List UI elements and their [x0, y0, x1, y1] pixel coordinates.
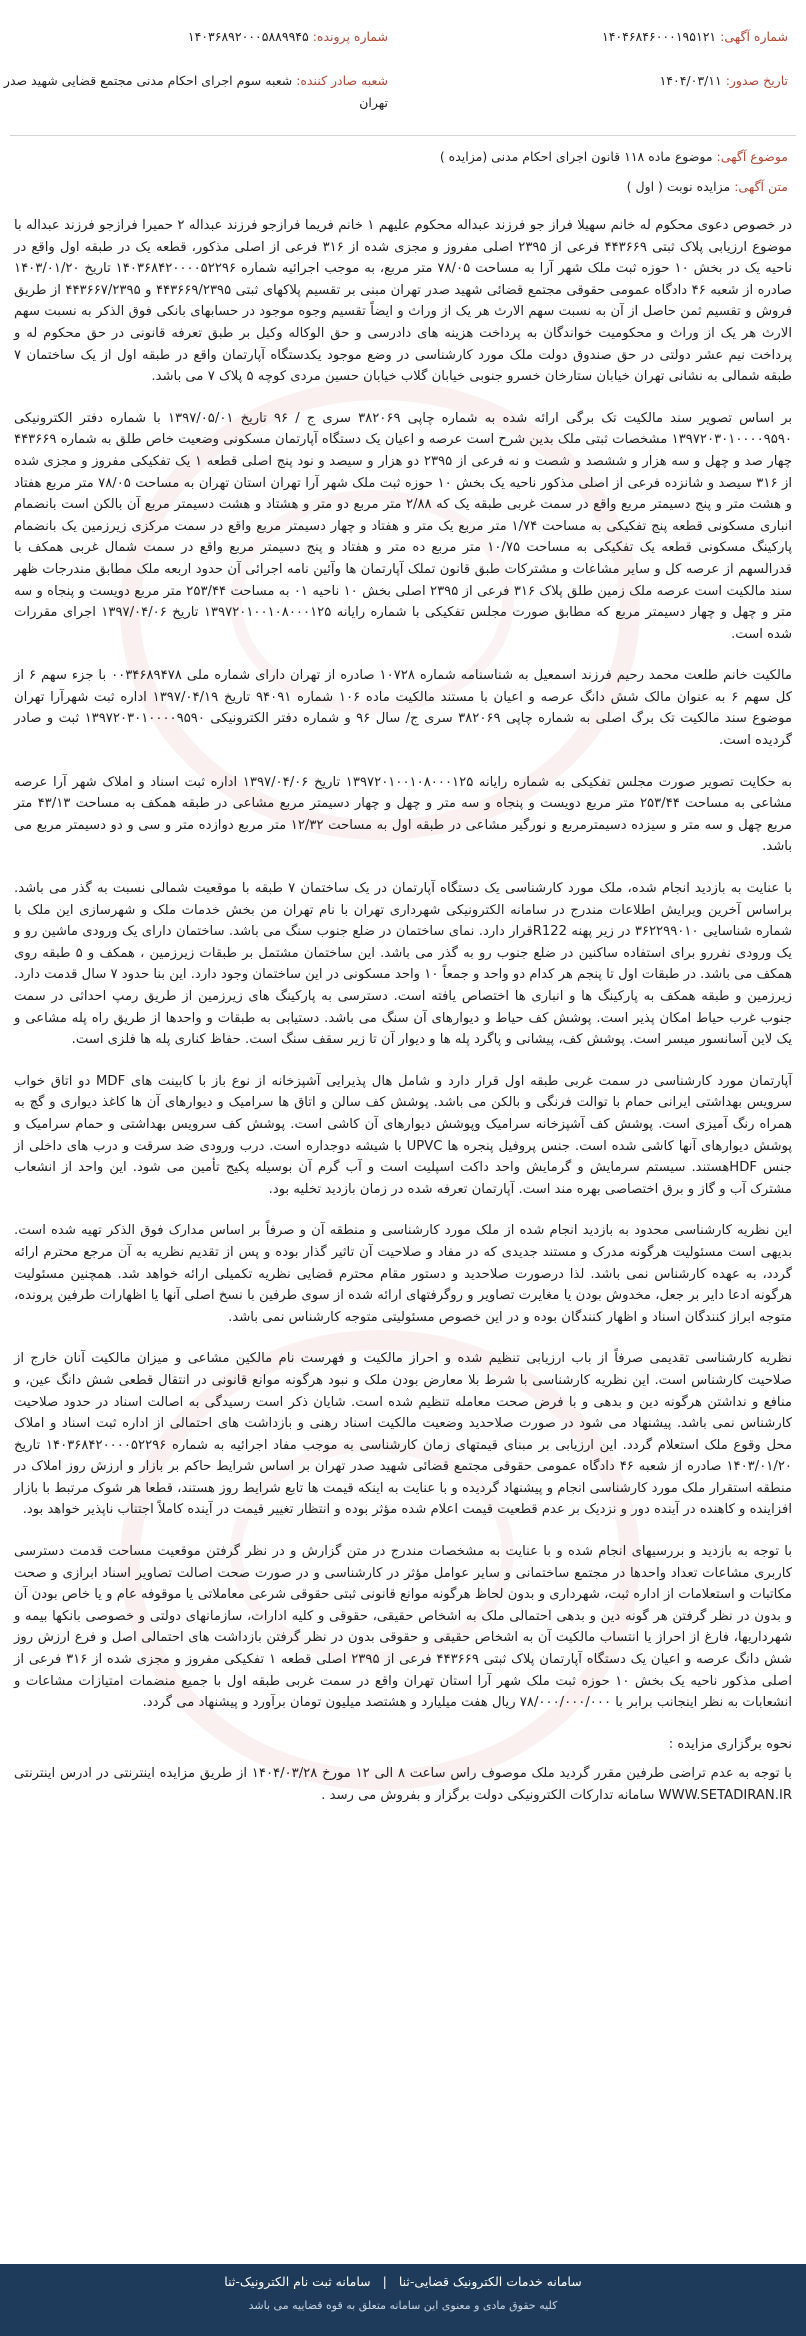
paragraph-subdivision: به حکایت تصویر صورت مجلس تفکیکی به شماره رایانه ۱۳۹۷۲۰۱۰۰۱۰۸۰۰۰۱۲۵ تاریخ ۱۳۹۷/۰۴/۰۶ اداره ثبت اسناد و املاک شهر آرا عرصه مشاعی به مساحت ۲۵۳/۴۴ متر مربع دویست و پنجاه و سه متر و چهل و چهار دسیمتر مربع مشاعی در طبقه همکف به مساحت ۴۳/۱۳ متر مربع چهل و سه متر و سیزده دسیمترمربع و نورگیر مشاعی در طبقه اول به مساحت ۱۲/۳۲ متر مربع دوازده متر و سی و دو دسیمتر مربع می باشد. [14, 774, 793, 855]
case-number-label: شماره پرونده: [312, 29, 388, 44]
paragraph-building-description: با عنایت به بازدید انجام شده، ملک مورد کارشناسی یک دستگاه آپارتمان در یک ساختمان ۷ طبقه با موقعیت شمالی نسبت به گذر می باشد. براساس آخرین ویرایش اطلاعات مندرج در سامانه الکترونیکی شهرداری تهران با نام تهران من بخش خدمات ملک و شهرسازی این ملک با شماره شناسایی ۳۶۲۲۹۹۰۱۰ در زیر پهنه R122قرار دارد. نمای ساختمان در ضلع جنوب سنگ می باشد. ساختمان دارای یک ورودی ماشین رو و یک ورودی نفررو برای استفاده ساکنین در ضلع جنوب رو به گذر می باشد. این ساختمان مشتمل بر طبقات زیرزمین ، همکف و ۵ طبقه روی همکف می باشد. در طبقات اول تا پنجم هر کدام دو واحد و جمعاً ۱۰ واحد مسکونی در این ساختمان وجود دارد. این بنا حدود ۷ سال قدمت دارد. زیرزمین و طبقه همکف به پارکینگ ها و انباری ها اختصاص یافته است. دسترسی به پارکینگ های زیرزمین از طریق رمپ احداثی در سمت جنوب غرب حیاط امکان پذیر است. پوشش کف حیاط و دیوارهای آن سنگ می باشد. دستیابی به طبقات و واحدها از طریق راه پله مشاعی و یک لاین آسانسور میسر است. پوشش کف، پیشانی و پاگرد پله ها و دیوار آن تا زیر سقف سنگ است. حفاظ کناری پله ها فلزی است. [14, 881, 793, 1048]
issue-date-label: تاریخ صدور: [725, 73, 788, 88]
subject-label: موضوع آگهی: [716, 149, 788, 164]
case-number-row [188, 28, 388, 46]
header-divider [10, 135, 796, 136]
paragraph-ownership: مالکیت خانم طلعت محمد رحیم فرزند اسمعیل به شناسنامه شماره ۱۰۷۲۸ صادره از تهران دارای شماره ملی ۰۰۳۴۶۸۹۴۷۸ با جزء سهم ۶ از کل سهم ۶ به عنوان مالک شش دانگ عرصه و اعیان با مستند مالکیت ماده ۱۰۶ شماره ۹۴۰۹۱ تاریخ ۱۳۹۷/۰۴/۱۹ اداره ثبت شهرآرا تهران موضوع سند مالکیت تک برگ اصلی به شماره چاپی ۳۸۲۰۶۹ سری ج/ سال ۹۶ و شماره دفتر الکترونیکی ۱۳۹۷۲۰۳۰۱۰۰۰۰۹۵۹۰ ثبت و صادر گردیده است. [14, 668, 793, 749]
footer-link-sana-services[interactable]: سامانه خدمات الکترونیک قضایی-ثنا [398, 2274, 582, 2289]
notice-body [14, 215, 792, 1827]
text-title-label: متن آگهی: [734, 179, 788, 194]
text-title-value: مزایده نوبت ( اول ) [626, 179, 731, 194]
footer-copyright: کلیه حقوق مادی و معنوی این سامانه متعلق به قوه قضاییه می باشد [248, 2299, 558, 2312]
issue-date: ۱۴۰۴/۰۳/۱۱ [659, 73, 722, 88]
footer-link-sana-registration[interactable]: سامانه ثبت نام الکترونیک-ثنا [224, 2274, 371, 2289]
issue-date-row [660, 72, 788, 90]
case-number: ۱۴۰۳۶۸۹۲۰۰۰۵۸۸۹۹۴۵ [187, 29, 309, 44]
subject-value: موضوع ماده ۱۱۸ قانون اجرای احکام مدنی (مزایده ) [439, 149, 713, 164]
auction-method-heading: نحوه برگزاری مزایده : [668, 1736, 792, 1752]
footer-separator: | [382, 2274, 387, 2289]
subject-block [18, 148, 788, 198]
issuer-label: شعبه صادر کننده: [296, 73, 388, 88]
notice-number: ۱۴۰۴۶۸۴۶۰۰۰۱۹۵۱۲۱ [601, 29, 717, 44]
paragraph-expert-limits: این نظریه کارشناسی محدود به بازدید انجام شده از ملک مورد کارشناسی و منطقه آن و صرفاً بر اساس مدارک فوق الذکر تهیه شده است. بدیهی است مسئولیت هرگونه مدرک و مستند جدیدی که در مفاد و صلاحیت آن تاثیر گذار بوده و پس از تقدیم نظریه به آن مرجع محترم ارائه گردد، به عهده کارشناس نمی باشد. لذا درصورت صلاحدید و دستور مقام محترم قضایی نظریه تکمیلی ارائه خواهد شد. همچنین مسئولیت هرگونه ادعا دایر بر جعل، مخدوش بودن یا مغایرت تصاویر و روگرفتهای ارائه شده از سوی طرفین با نسخ اصلی آنها یا اظهارات طرفین پرونده، متوجه ابراز کنندگان اسناد و اظهار کنندگان بوده و در این خصوص مسئولیتی متوجه کارشناس نمی باشد. [14, 1223, 792, 1325]
subject-row [440, 148, 788, 166]
footer-links [0, 2264, 806, 2289]
text-title-row [627, 178, 788, 196]
paragraph-apartment-description: آپارتمان مورد کارشناسی در سمت غربی طبقه اول قرار دارد و شامل هال پذیرایی آشپزخانه از نوع باز با کابینت های MDF دو اتاق خواب سرویس بهداشتی ایرانی حمام با توالت فرنگی و بالکن می باشد. پوشش کف سالن و اتاق ها سرامیک و دیوارهای آن ها کاغذ دیواری و گچ به همراه رنگ آمیزی است. پوشش کف آشپزخانه سرامیک وپوشش دیوارهای آن کاشی است. پوشش کف سرویس بهداشتی و حمام سرامیک و پوشش دیوارهای آنها کاشی شده است. جنس پروفیل پنجره ها UPVC با شیشه دوجداره است. درب ورودی ضد سرقت و درب های داخلی از جنس HDFهستند. سیستم سرمایش و گرمایش واحد داکت اسپلیت است و آب گرم آن بوسیله پکیج تأمین می شود. این واحد از انشعاب مشترک آب و گاز و برق اختصاصی بهره مند است. آپارتمان تعرفه شده در زمان بازدید تخلیه بود. [14, 1073, 792, 1197]
paragraph-valuation-result: با توجه به بازدید و بررسیهای انجام شده و با عنایت به مشخصات مندرج در متن گزارش و در نظر گرفتن موقعیت مساحت قدمت دسترسی کاربری مشاعات تعداد واحدها در مجتمع ساختمانی و سایر عوامل مؤثر در کارشناسی و در صورت صحت اصالت تصاویر اسناد ابرازی و صحت مکاتبات و استعلامات از اداره ثبت، شهرداری و بدون لحاظ هرگونه موانع قانونی ثبتی حقوقی شرعی معاملاتی یا موقوفه عام و یا خاص بودن آن و بدون در نظر گرفتن هر گونه دین و بدهی احتمالی ملک به اشخاص حقیقی، حقوقی و کلیه ادارات، سازمانهای دولتی و خصوصی بانکها بیمه و شهرداریها، فارغ از احراز یا انتساب مالکیت آن به اشخاص حقیقی و حقوقی بدون در نظر گرفتن بازداشت های احتمالی اصل و فرع ارزش روز شش دانگ عرصه و اعیان یک دستگاه آپارتمان پلاک ثبتی ۴۴۳۶۶۹ فرعی از ۲۳۹۵ اصلی قطعه ۱ تفکیکی مفروز و مجزی شده از ۳۱۶ فرعی از اصلی مذکور ناحیه یک بخش ۱۰ حوزه ثبت ملک شهر آرا استان تهران واقع در سمت غربی طبقه اول با جمیع منضمات امتیازات مشاعات و انشعابات به نظر اینجانب برابر با ۷۸/۰۰۰/۰۰۰/۰۰۰ ریال هفت میلیارد و هشتصد میلیون تومان برآورد و پیشنهاد می گردد. [14, 1544, 792, 1711]
issuer-line2: تهران [359, 95, 388, 110]
issuer-row [4, 72, 388, 90]
paragraph-auction-details: با توجه به عدم تراضی طرفین مقرر گردید ملک موصوف راس ساعت ۸ الی ۱۲ مورخ ۱۴۰۴/۰۳/۲۸ از طریق مزایده اینترنتی در ادرس اینترنتی WWW.SETADIRAN.IR سامانه تدارکات الکترونیکی دولت برگزار و بفروش می رسد . [14, 1766, 792, 1803]
issuer-line1: شعبه سوم اجرای احکام مدنی مجتمع قضایی شهید صدر [3, 73, 293, 88]
paragraph-case-summary: در خصوص دعوی محکوم له خانم سهیلا فراز جو فرزند عبداله محکوم علیهم ۱ خانم فریما فرازجو فرزند عبداله ۲ حمیرا فرازجو فرزند عبداله با موضوع ارزیابی پلاک ثبتی ۴۴۳۶۶۹ فرعی از ۲۳۹۵ اصلی مفروز و مجزی شده از ۳۱۶ فرعی از اصلی مذکور، قطعه یک در طبقه اول واقع در ناحیه یک در بخش ۱۰ حوزه ثبت ملک شهر آرا به مساحت ۷۸/۰۵ متر مربع، به موجب اجرائیه شماره ۱۴۰۳۶۸۴۲۰۰۰۰۵۲۲۹۶ تاریخ ۱۴۰۳/۰۱/۲۰ صادره از شعبه ۴۶ دادگاه عمومی حقوقی مجتمع قضائی شهید صدر تهران مبنی بر تقسیم پلاکهای ثبتی ۴۴۳۶۶۹/۲۳۹۵ و ۴۴۳۶۶۷/۲۳۹۵ از طریق فروش و تقسیم ثمن حاصل از آن به نسبت سهم الارث هر یک از وراث و ایضاً تقسیم وجوه موجود در حسابهای بانکی فوق الذکر به نسبت سهم الارث هر یک از وراث و محکومیت خواندگان به پرداخت هزینه های دادرسی و حق الوکاله وکیل بر طبق تعرفه قانونی در حق محکوم له و پرداخت نیم عشر دولتی در حق صندوق دولت ملک مورد کارشناسی در وضع موجود یکدستگاه آپارتمان واقع در طبقه اول از یک ساختمان ۷ طبقه شمالی به نشانی تهران خیابان ستارخان خسرو جنوبی خیابان گلاب خیابان حسین مردی کوچه ۵ پلاک ۷ می باشد. [14, 218, 792, 385]
notice-number-label: شماره آگهی: [720, 29, 788, 44]
paragraph-valuation-basis: نظریه کارشناسی تقدیمی صرفاً از باب ارزیابی تنظیم شده و احراز مالکیت و فهرست نام مالکین مشاعی و میزان مالکیت آنان خارج از صلاحیت کارشناس است. این نظریه کارشناسی با شرط بلا معارض بودن ملک و نبود هرگونه موانع قانونی در انتقال قطعی شش دانگ عین، و منافع و نداشتن هرگونه دین و بدهی و با فرض صحت معامله تنظیم شده است. شایان ذکر است رسیدگی به اصالت اسناد در حدود صلاحیت کارشناس نمی باشد. پیشنهاد می شود در صورت صلاحدید وضعیت مالکیت اسناد رهنی و بازداشت های احتمالی از اداره ثبت اسناد و املاک محل وقوع ملک استعلام گردد. این ارزیابی بر مبنای قیمتهای زمان کارشناسی به موجب مفاد اجرائیه به شماره ۱۴۰۳۶۸۴۲۰۰۰۰۵۲۲۹۶ تاریخ ۱۴۰۳/۰۱/۲۰ صادره از شعبه ۴۶ دادگاه عمومی حقوقی مجتمع قضائی شهید صدر تهران بر اساس شرایط حاکم بر بازار و ارزش روز املاک در منطقه استقرار ملک مورد کارشناسی انجام و پیشنهاد گردیده و با عنایت به اینکه قیمت ها تابع شرایط روز هستند، قطعا هر شوک مرتبط با بازار افزاینده و کاهنده در آینده دور و نزدیک بر عدم قطعیت قیمت اعلام شده مؤثر بوده و انتظار تغییر قیمت در آینده کاملاً اجتناب ناپذیر خواهد بود. [14, 1351, 793, 1518]
paragraph-deed-details: بر اساس تصویر سند مالکیت تک برگی ارائه شده به شماره چاپی ۳۸۲۰۶۹ سری ج / ۹۶ تاریخ ۱۳۹۷/۰۵/۰۱ با شماره دفتر الکترونیکی ۱۳۹۷۲۰۳۰۱۰۰۰۰۹۵۹۰ مشخصات ثبتی ملک بدین شرح است عرصه و اعیان یک دستگاه آپارتمان مسکونی وضعیت خاص طلق به شماره ۴۴۳۶۶۹ چهار صد و چهل و سه هزار و ششصد و شصت و نه فرعی از ۲۳۹۵ دو هزار و سیصد و نود پنج اصلی قطعه ۱ یک تفکیکی مفروز و مجزی شده از ۳۱۶ سیصد و شانزده فرعی از اصلی مذکور ناحیه یک بخش ۱۰ حوزه ثبت ملک شهر آرا تهران استان تهران به مساحت ۷۸/۰۵ متر مربع هفتاد و هشت متر و پنج دسیمتر مربع واقع در سمت غربی طبقه یک که ۲/۸۸ متر مربع دو متر و هشتاد و هشت دسیمتر مربع آن بالکن است بانضمام انباری مسکونی قطعه پنج تفکیکی به مساحت ۱/۷۴ متر مربع یک متر و هفتاد و چهار دسیمتر مربع واقع در سمت مرکزی زیرزمین یک بانضمام پارکینگ مسکونی قطعه یک تفکیکی به مساحت ۱۰/۷۵ متر مربع ده متر و هفتاد و پنج دسیمتر مربع واقع در سمت شمال غربی همکف با قدرالسهم از عرصه کل و سایر مشاعات و مشترکات طبق قانون تملک آپارتمان ها وآئین نامه اجرائی آن حدود اربعه ملک مطابق مندرجات ظهر سند مالکیت است عرصه ملک زمین طلق پلاک ۳۱۶ فرعی از ۲۳۹۵ اصلی بخش ۱۰ ناحیه ۰۱ به مساحت ۲۵۳/۴۴ متر مربع دویست و پنجاه و سه متر و چهل و چهار دسیمتر مربع که مطابق صورت مجلس تفکیکی با شماره رایانه ۱۳۹۷۲۰۱۰۰۱۰۸۰۰۰۱۲۵ تاریخ ۱۳۹۷/۰۴/۰۶ اجرای مقررات شده است. [14, 410, 793, 642]
notice-number-row [602, 28, 788, 46]
notice-header [3, 28, 788, 148]
site-footer [0, 2264, 806, 2336]
